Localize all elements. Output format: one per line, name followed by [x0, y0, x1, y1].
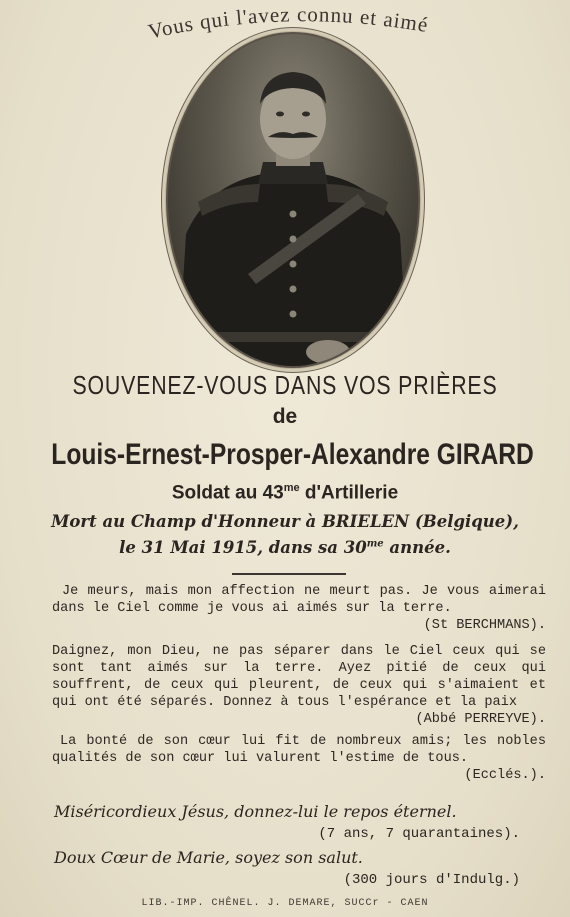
quote-text: La bonté de son cœur lui fit de nombreux amis; les nobles qualités de son cœur lui valurent l'estime de tous. [52, 734, 546, 766]
rank-suffix: d'Artillerie [299, 482, 399, 504]
death-line-2-sup: me [366, 538, 384, 550]
quote-text: Je meurs, mais mon affection ne meurt pas. Je vous aimerai dans le Ciel comme je vous ai aimés sur la terre. [52, 584, 546, 616]
quote-citation: (Abbé PERREYVE). [415, 712, 546, 727]
heading: SOUVENEZ-VOUS DANS VOS PRIÈRES [72, 370, 498, 400]
prayer-marie: Doux Cœur de Marie, soyez son salut. [54, 848, 363, 867]
header-arc-text: Vous qui l'avez connu et aimé [145, 2, 431, 44]
death-line-2-prefix: le 31 Mai 1915, dans sa 30 [119, 538, 367, 557]
prayer-jesus: Miséricordieux Jésus, donnez-lui le repos éternel. [54, 802, 457, 821]
soldier-portrait [166, 32, 420, 368]
quote-citation: (Ecclés.). [464, 768, 546, 783]
soldier-photo [168, 34, 418, 366]
indulgence-2: (300 jours d'Indulg.) [343, 872, 520, 888]
printer-imprint: LIB.-IMP. CHÊNEL. J. DEMARE, SUCCr - CAEN [141, 898, 429, 909]
quote-perreyve [52, 643, 546, 728]
quote-text: Daignez, mon Dieu, ne pas séparer dans le Ciel ceux qui se sont tant aimés sur la terre. Ayez pitié de ceux qui souffrent, de ceux qui pleurent, de ceux qui s'aimaient et qui ont été séparés. Donnez à tous l'espérance et la paix [52, 644, 546, 710]
rank-sup: me [283, 482, 300, 494]
de-label: de [272, 405, 298, 428]
death-line-2-suffix: année. [383, 538, 451, 557]
divider [232, 573, 346, 575]
quote-berchmans [52, 583, 546, 634]
indulgence-1: (7 ans, 7 quarantaines). [318, 826, 520, 842]
death-line-1: Mort au Champ d'Honneur à BRIELEN (Belgique), [51, 512, 519, 531]
death-line-2 [0, 538, 570, 557]
quote-eccles [52, 733, 546, 784]
rank-prefix: Soldat au 43 [171, 482, 284, 504]
rank-line [0, 482, 570, 504]
deceased-name: Louis-Ernest-Prosper-Alexandre GIRARD [51, 438, 534, 471]
quote-citation: (St BERCHMANS). [423, 618, 546, 633]
